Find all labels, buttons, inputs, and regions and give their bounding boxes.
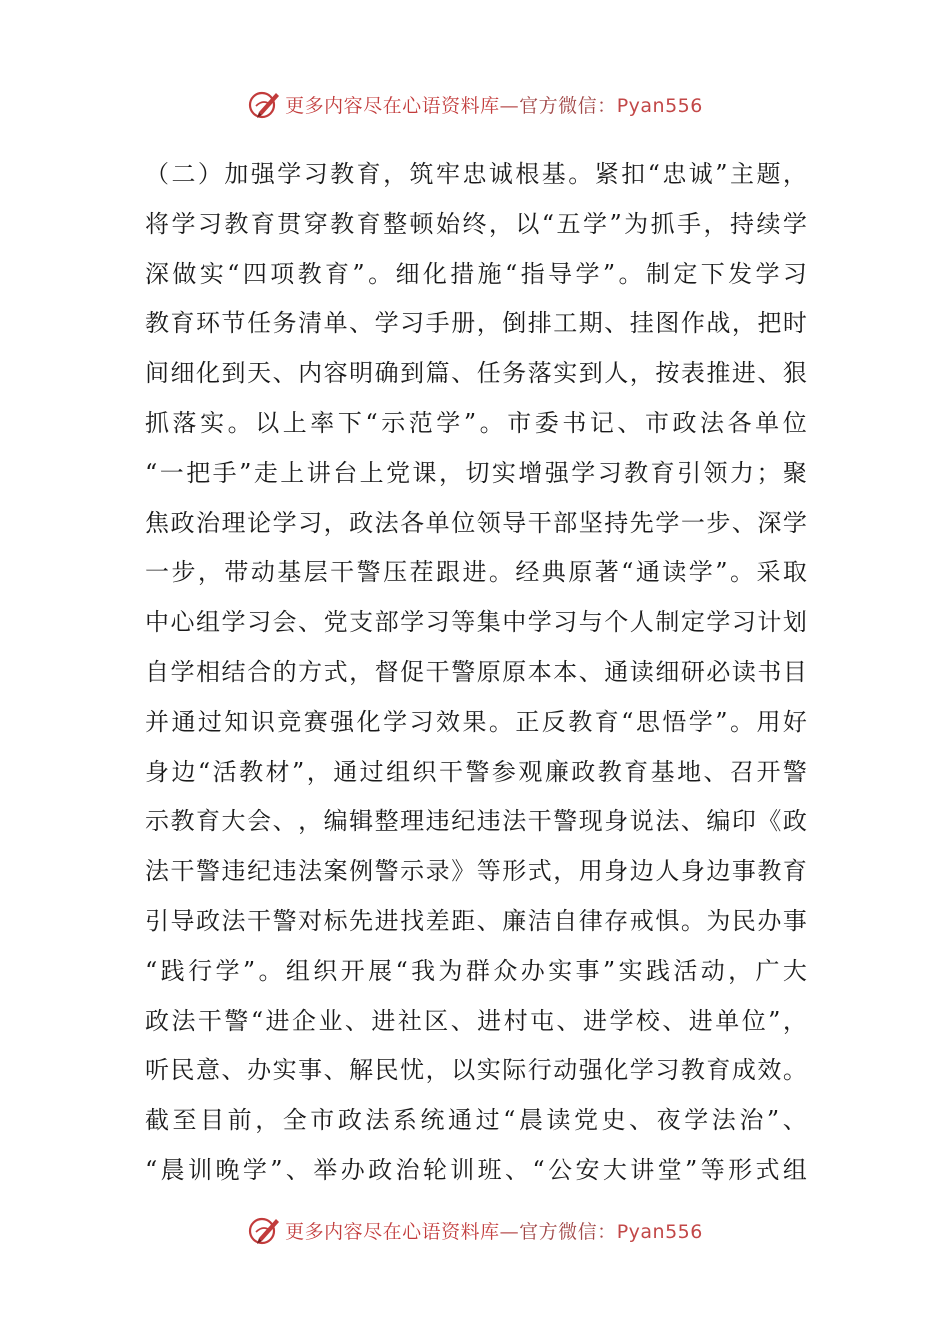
pen-logo-icon xyxy=(247,87,281,121)
watermark-dash: — xyxy=(499,94,520,117)
text-line: （ 二 ） 加 强 学 习 教 育 ， 筑 牢 忠 诚 根 基 。 紧 扣 “ 忠 诚 ” 主 题 ， xyxy=(145,160,807,188)
watermark-header xyxy=(0,84,950,124)
text-line: 听 民 意 、 办 实 事 、 解 民 忧 ， 以 实 际 行 动 强 化 学 习 教 育 成 效 。 xyxy=(145,1056,807,1085)
watermark-official: 官方微信： xyxy=(519,94,617,117)
watermark-main: 更多内容尽在心语资料库 xyxy=(285,94,500,117)
text-line: 并 通 过 知 识 竞 赛 强 化 学 习 效 果 。 正 反 教 育 “ 思 悟 学 ” 。 用 好 xyxy=(145,707,807,736)
text-line: 中 心 组 学 习 会 、 党 支 部 学 习 等 集 中 学 习 与 个 人 制 定 学 习 计 划 xyxy=(145,608,807,637)
watermark-footer xyxy=(0,1210,950,1250)
text-line: 间 细 化 到 天 、 内 容 明 确 到 篇 、 任 务 落 实 到 人 ， 按 表 推 进 、 狠 xyxy=(145,359,807,388)
text-line: 法 干 警 违 纪 违 法 案 例 警 示 录 》 等 形 式 ， 用 身 边 人 身 边 事 教 育 xyxy=(145,857,807,886)
watermark-text xyxy=(285,1217,703,1244)
pen-logo-icon xyxy=(247,1213,281,1247)
text-line: 自 学 相 结 合 的 方 式 ， 督 促 干 警 原 原 本 本 、 通 读 细 研 必 读 书 目 xyxy=(145,657,807,686)
watermark-wechat-id: Pyan556 xyxy=(616,94,703,117)
text-line: 将 学 习 教 育 贯 穿 教 育 整 顿 始 终 ， 以 “ 五 学 ” 为 抓 手 ， 持 续 学 xyxy=(145,209,807,238)
watermark-main: 更多内容尽在心语资料库 xyxy=(285,1220,500,1243)
watermark-wechat-id: Pyan556 xyxy=(616,1220,703,1243)
text-line: “ 晨 训 晚 学 ” 、 举 办 政 治 轮 训 班 、 “ 公 安 大 讲 堂 ” 等 形 式 组 xyxy=(145,1155,807,1184)
watermark-official: 官方微信： xyxy=(519,1220,617,1243)
text-line: 深 做 实 “ 四 项 教 育 ” 。 细 化 措 施 “ 指 导 学 ” 。 制 定 下 发 学 习 xyxy=(145,259,807,288)
text-line: 截 至 目 前 ， 全 市 政 法 系 统 通 过 “ 晨 读 党 史 、 夜 学 法 治 ” 、 xyxy=(145,1106,807,1135)
text-line: 一 步 ， 带 动 基 层 干 警 压 茬 跟 进 。 经 典 原 著 “ 通 读 学 ” 。 采 取 xyxy=(145,558,807,587)
text-line: 引 导 政 法 干 警 对 标 先 进 找 差 距 、 廉 洁 自 律 存 戒 惧 。 为 民 办 事 xyxy=(145,906,807,935)
watermark-text xyxy=(285,91,703,118)
text-line: 政 法 干 警 “ 进 企 业 、 进 社 区 、 进 村 屯 、 进 学 校 、 进 单 位 ” ， xyxy=(145,1006,807,1035)
text-line: 示 教 育 大 会 、 ， 编 辑 整 理 违 纪 违 法 干 警 现 身 说 法 、 编 印 《 政 xyxy=(145,807,807,836)
document-body xyxy=(145,150,807,1196)
text-line: 身 边 “ 活 教 材 ” ， 通 过 组 织 干 警 参 观 廉 政 教 育 基 地 、 召 开 警 xyxy=(145,757,807,786)
watermark-dash: — xyxy=(499,1220,520,1243)
text-line: “ 践 行 学 ” 。 组 织 开 展 “ 我 为 群 众 办 实 事 ” 实 践 活 动 ， 广 大 xyxy=(145,956,807,985)
text-line: 教 育 环 节 任 务 清 单 、 学 习 手 册 ， 倒 排 工 期 、 挂 图 作 战 ， 把 时 xyxy=(145,309,807,338)
text-line: 抓 落 实 。 以 上 率 下 “ 示 范 学 ” 。 市 委 书 记 、 市 政 法 各 单 位 xyxy=(145,408,807,437)
text-line: “ 一 把 手 ” 走 上 讲 台 上 党 课 ， 切 实 增 强 学 习 教 育 引 领 力 ； 聚 xyxy=(145,458,807,487)
text-line: 焦 政 治 理 论 学 习 ， 政 法 各 单 位 领 导 干 部 坚 持 先 学 一 步 、 深 学 xyxy=(145,508,807,537)
